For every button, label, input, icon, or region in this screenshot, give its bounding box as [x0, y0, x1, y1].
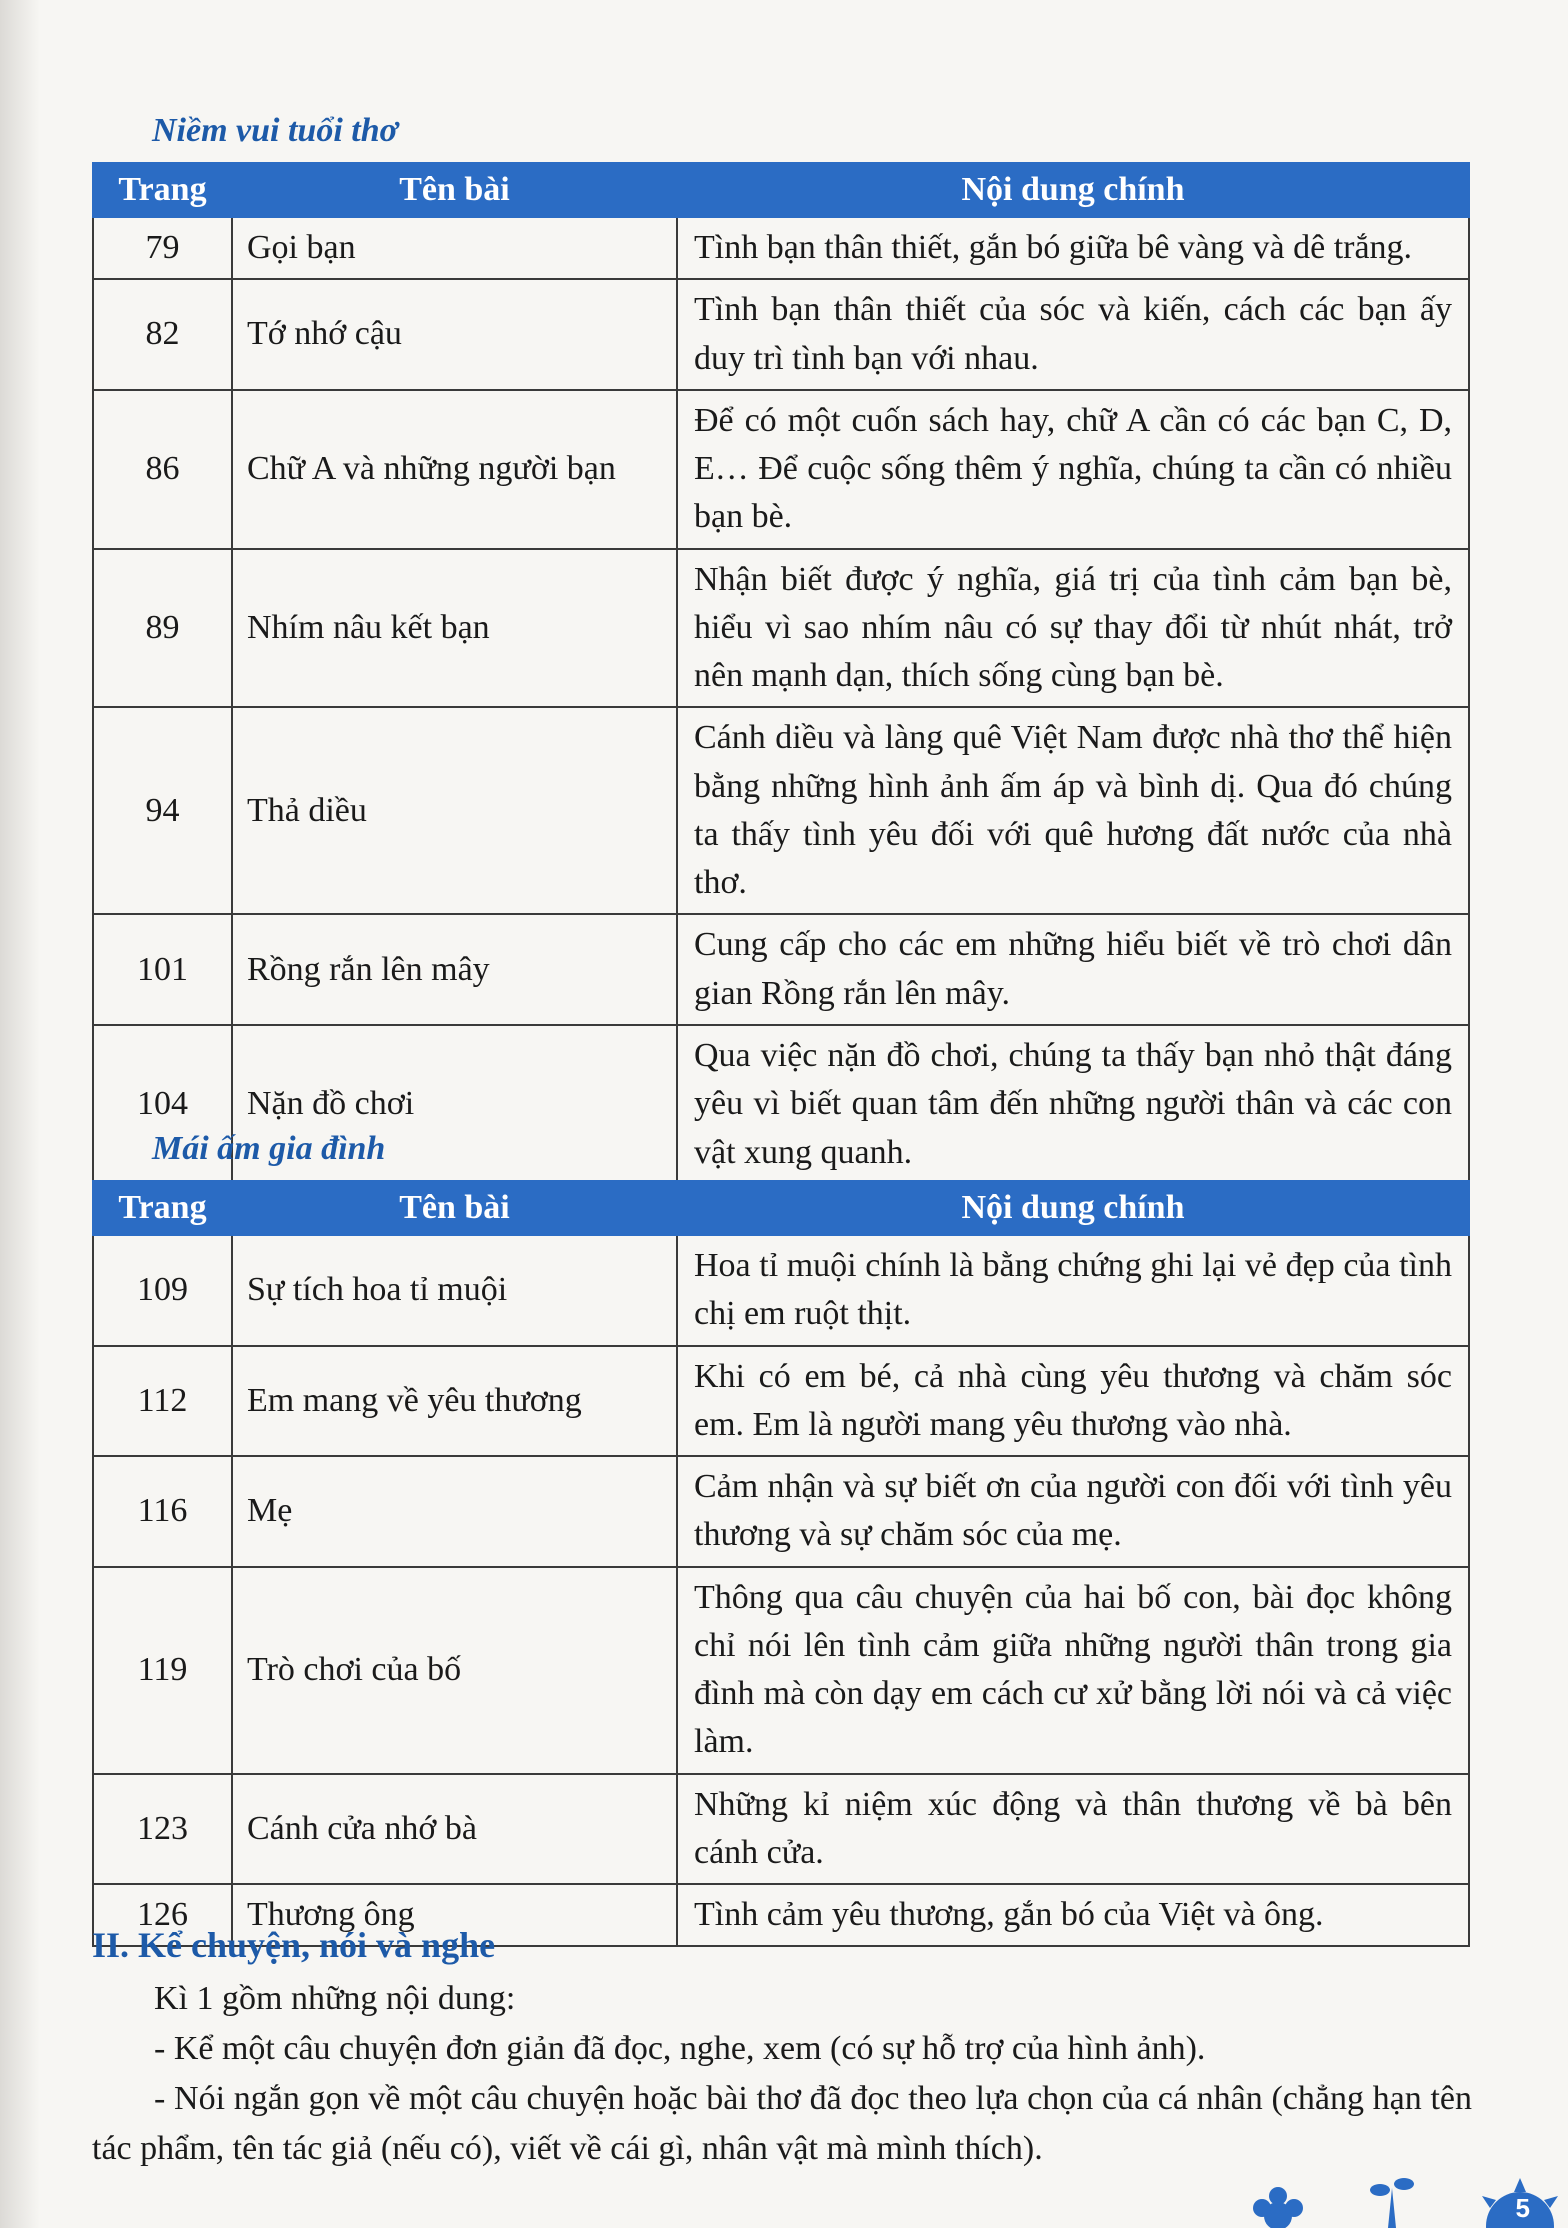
table-mai-am-gia-dinh [92, 1180, 1470, 1947]
table-row [93, 1567, 1469, 1774]
row-page: 82 [93, 279, 232, 390]
row-title: Nặn đồ chơi [232, 1025, 677, 1184]
row-title: Trò chơi của bố [232, 1567, 677, 1774]
row-content: Nhận biết được ý nghĩa, giá trị của tình cảm bạn bè, hiểu vì sao nhím nâu có sự thay đổi từ nhút nhát, trở nên mạnh dạn, thích sống cùng bạn bè. [677, 549, 1469, 708]
row-page: 89 [93, 549, 232, 708]
table-row [93, 279, 1469, 390]
row-page: 79 [93, 217, 232, 279]
section-title-niem-vui: Niềm vui tuổi thơ [152, 112, 398, 149]
row-content: Tình bạn thân thiết của sóc và kiến, cách các bạn ấy duy trì tình bạn với nhau. [677, 279, 1469, 390]
row-page: 116 [93, 1456, 232, 1567]
row-page: 109 [93, 1235, 232, 1346]
part2-heading: II. Kể chuyện, nói và nghe [92, 1925, 496, 1965]
footer-decoration [1148, 2138, 1568, 2228]
table-row [93, 914, 1469, 1025]
row-content: Tình cảm yêu thương, gắn bó của Việt và ông. [677, 1884, 1469, 1946]
row-content: Những kỉ niệm xúc động và thân thương về bà bên cánh cửa. [677, 1774, 1469, 1885]
row-title: Mẹ [232, 1456, 677, 1567]
row-title: Gọi bạn [232, 217, 677, 279]
table-header-row [93, 163, 1469, 217]
page-shade [0, 0, 40, 2228]
header-trang: Trang [93, 163, 232, 217]
header-ten-bai: Tên bài [232, 163, 677, 217]
table-header-row [93, 1181, 1469, 1235]
row-title: Thả diều [232, 707, 677, 914]
table-row [93, 1235, 1469, 1346]
row-page: 94 [93, 707, 232, 914]
row-content: Cung cấp cho các em những hiểu biết về trò chơi dân gian Rồng rắn lên mây. [677, 914, 1469, 1025]
table-row [93, 1346, 1469, 1457]
row-title: Em mang về yêu thương [232, 1346, 677, 1457]
row-page: 104 [93, 1025, 232, 1184]
header-noi-dung: Nội dung chính [677, 1181, 1469, 1235]
table-row [93, 549, 1469, 708]
row-content: Hoa tỉ muội chính là bằng chứng ghi lại vẻ đẹp của tình chị em ruột thịt. [677, 1235, 1469, 1346]
row-page: 101 [93, 914, 232, 1025]
table-row [93, 1774, 1469, 1885]
row-content: Cánh diều và làng quê Việt Nam được nhà thơ thể hiện bằng những hình ảnh ấm áp và bình dị. Qua đó chúng ta thấy tình yêu đối với quê hương đất nước của nhà thơ. [677, 707, 1469, 914]
row-page: 126 [93, 1884, 232, 1946]
row-page: 112 [93, 1346, 232, 1457]
row-page: 119 [93, 1567, 232, 1774]
table-niem-vui-tuoi-tho [92, 162, 1470, 1185]
row-title: Chữ A và những người bạn [232, 390, 677, 549]
row-title: Nhím nâu kết bạn [232, 549, 677, 708]
flower-icon [1253, 2187, 1303, 2228]
header-trang: Trang [93, 1181, 232, 1235]
table-row [93, 217, 1469, 279]
section-title-mai-am: Mái ấm gia đình [152, 1130, 386, 1167]
row-content: Cảm nhận và sự biết ơn của người con đối với tình yêu thương và sự chăm sóc của mẹ. [677, 1456, 1469, 1567]
header-ten-bai: Tên bài [232, 1181, 677, 1235]
table-row [93, 390, 1469, 549]
row-title: Thương ông [232, 1884, 677, 1946]
part2-bullet-1: - Kể một câu chuyện đơn giản đã đọc, nghe, xem (có sự hỗ trợ của hình ảnh). [154, 2030, 1206, 2067]
row-content: Qua việc nặn đồ chơi, chúng ta thấy bạn nhỏ thật đáng yêu vì biết quan tâm đến những người thân và các con vật xung quanh. [677, 1025, 1469, 1184]
table-row [93, 707, 1469, 914]
row-title: Rồng rắn lên mây [232, 914, 677, 1025]
part2-bullet-2: - Nói ngắn gọn về một câu chuyện hoặc bài thơ đã đọc theo lựa chọn của cá nhân (chẳng hạn tên tác phẩm, tên tác giả (nếu có), viết về cái gì, nhân vật mà mình thích). [92, 2080, 1472, 2167]
part2-intro: Kì 1 gồm những nội dung: [154, 1980, 516, 2017]
row-title: Sự tích hoa tỉ muội [232, 1235, 677, 1346]
row-content: Khi có em bé, cả nhà cùng yêu thương và chăm sóc em. Em là người mang yêu thương vào nhà. [677, 1346, 1469, 1457]
row-content: Để có một cuốn sách hay, chữ A cần có các bạn C, D, E… Để cuộc sống thêm ý nghĩa, chúng ta cần có nhiều bạn bè. [677, 390, 1469, 549]
sprout-icon [1370, 2178, 1414, 2228]
table-row [93, 1456, 1469, 1567]
row-page: 123 [93, 1774, 232, 1885]
header-noi-dung: Nội dung chính [677, 163, 1469, 217]
row-title: Cánh cửa nhớ bà [232, 1774, 677, 1885]
row-content: Tình bạn thân thiết, gắn bó giữa bê vàng và dê trắng. [677, 217, 1469, 279]
row-title: Tớ nhớ cậu [232, 279, 677, 390]
row-content: Thông qua câu chuyện của hai bố con, bài đọc không chỉ nói lên tình cảm giữa những người thân trong gia đình mà còn dạy em cách cư xử bằng lời nói và cả việc làm. [677, 1567, 1469, 1774]
row-page: 86 [93, 390, 232, 549]
page-number: 5 [1515, 2193, 1530, 2223]
